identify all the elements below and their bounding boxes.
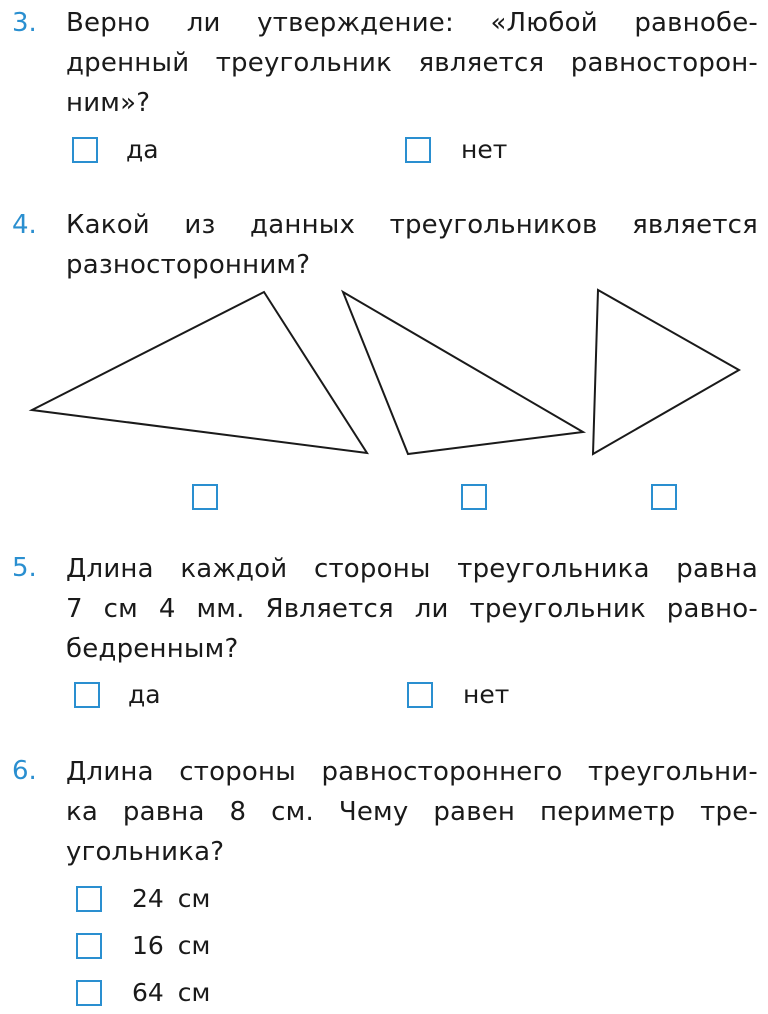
option-label: нет (461, 135, 508, 164)
answer-option-triangle-3[interactable] (651, 482, 677, 512)
answer-option-64[interactable] (76, 978, 210, 1008)
question-line: угольника? (66, 837, 225, 867)
question-line: ка равна 8 см. Чему равен периметр тре- (66, 797, 758, 827)
question-number: 6. (12, 756, 37, 786)
checkbox[interactable] (74, 682, 100, 708)
option-label: 16 см (132, 931, 211, 960)
answer-option-16[interactable] (76, 931, 210, 961)
triangle-2 (343, 292, 583, 454)
checkbox[interactable] (76, 886, 102, 912)
checkbox[interactable] (76, 980, 102, 1006)
question-number: 5. (12, 553, 37, 583)
triangle-1 (32, 292, 367, 453)
question-line: 7 см 4 мм. Является ли треугольник равно- (66, 594, 758, 624)
question-line: Длина каждой стороны треугольника равна (66, 554, 758, 584)
question-line: Длина стороны равностороннего треугольни- (66, 757, 758, 787)
question-line: Верно ли утверждение: «Любой равнобе- (66, 8, 758, 38)
question-line: разносторонним? (66, 250, 311, 280)
option-label: 24 см (132, 884, 211, 913)
question-line: дренный треугольник является равносторон- (66, 48, 758, 78)
question-line: Какой из данных треугольников является (66, 210, 758, 240)
answer-option-triangle-1[interactable] (192, 482, 218, 512)
option-label: да (126, 135, 159, 164)
checkbox[interactable] (461, 484, 487, 510)
answer-option-24[interactable] (76, 884, 210, 914)
option-label: 64 см (132, 978, 211, 1007)
question-line: бедренным? (66, 634, 239, 664)
question-line: ним»? (66, 88, 151, 118)
option-label: да (128, 680, 161, 709)
question-text (66, 752, 758, 872)
checkbox[interactable] (651, 484, 677, 510)
checkbox[interactable] (192, 484, 218, 510)
checkbox[interactable] (407, 682, 433, 708)
answer-option-triangle-2[interactable] (461, 482, 487, 512)
question-number: 3. (12, 8, 37, 38)
question-number: 4. (12, 210, 37, 240)
answer-option-no[interactable] (407, 680, 509, 710)
answer-option-yes[interactable] (74, 680, 161, 710)
option-label: нет (463, 680, 510, 709)
triangle-3 (593, 290, 739, 454)
question-text (66, 549, 758, 669)
checkbox[interactable] (76, 933, 102, 959)
